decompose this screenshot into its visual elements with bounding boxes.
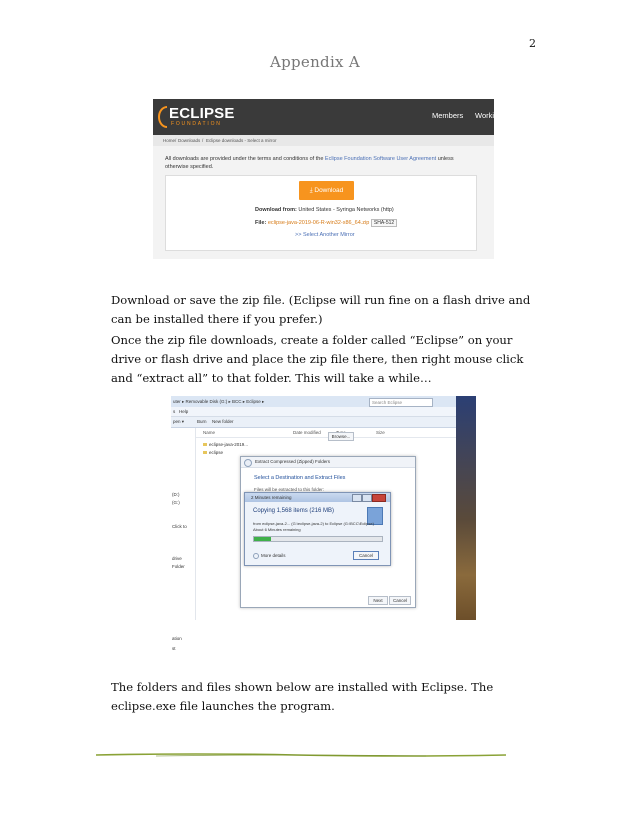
extract-subtext: Files will be extracted to this folder: [254,487,325,492]
download-from: Download from: United States - Syringa Networks (http) [255,207,394,213]
progress-bar [253,536,383,542]
breadcrumb-current: Eclipse downloads - Select a mirror [206,138,277,143]
navigation-pane: (D:) (G:) Click to drive Folder ation st [171,428,196,620]
nav-drive-d[interactable]: (D:) [172,492,180,497]
time-remaining: About 6 Minutes remaining [253,527,301,532]
copy-from-to: from eclipse-java-2... (G:\eclipse-java-2) to Eclipse (G:\BCC\Eclipse) [253,521,374,526]
terms-text: All downloads are provided under the terms and conditions of the Eclipse Foundation Software User Agreement unless otherwise specified. [165,156,454,170]
eclipse-download-screenshot [153,99,499,259]
footer-rule [96,750,506,758]
nav-drive-g[interactable]: (G:) [172,500,180,505]
next-button[interactable]: Next [368,596,388,605]
logo-main-text: ECLIPSE [169,105,235,122]
nav-members[interactable]: Members [432,111,464,120]
select-mirror-link[interactable]: >> Select Another Mirror [295,232,355,238]
burn-button[interactable]: Burn [197,419,207,424]
desktop-background [456,396,476,620]
address-bar[interactable]: uter ▸ Removable Disk (G:) ▸ BCC ▸ Eclipse ▸ Search Eclipse [171,396,456,408]
extract-cancel-button[interactable]: Cancel [389,596,411,605]
extract-dialog-title: Extract Compressed (Zipped) Folders [241,457,415,468]
folder-icon [203,451,207,454]
paragraph-extract: Once the zip file downloads, create a folder called “Eclipse” on your drive or flash drive and place the zip file there, then right mouse click and “extract all” to that folder. This will take a while… [111,333,524,385]
search-input[interactable]: Search Eclipse [369,398,433,407]
menu-bar [171,407,456,417]
file-link[interactable]: eclipse-java-2019-06-R-win32-x86_64.zip [267,220,370,226]
paragraph-download: Download or save the zip file. (Eclipse will run fine on a flash drive and can be installed there if you prefer.) [111,293,531,326]
open-button[interactable]: pen ▾ [173,419,185,424]
copying-status: Copying 1,568 items (216 MB) [253,508,335,514]
new-folder-button[interactable]: New folder [212,419,234,424]
extraction-screenshot [171,396,476,651]
sha-button[interactable]: SHA-512 [371,219,397,227]
progress-title-bar: 2 Minutes remaining [245,493,390,502]
eclipse-swoosh-icon [159,105,169,129]
maximize-icon[interactable] [362,494,372,502]
chevron-down-icon [253,553,259,559]
breadcrumb: Home / Downloads / Eclipse downloads - Select a mirror [153,135,494,146]
eclipse-logo [159,105,235,129]
page-number: 2 [529,37,536,50]
toolbar [171,417,456,428]
browse-button[interactable]: Browse... [328,432,354,441]
column-headers [196,428,456,438]
download-file: File: eclipse-java-2019-06-R-win32-x86_64.zip SHA-512 [255,219,397,227]
more-details-toggle[interactable]: More details [253,553,286,559]
terms-link[interactable]: Eclipse Foundation Software User Agreement [324,156,437,162]
eclipse-navbar [153,99,499,135]
extract-heading: Select a Destination and Extract Files [254,475,346,481]
menu-help[interactable]: Help [179,409,189,414]
col-date[interactable]: Date modified [293,430,321,435]
nav-working-groups[interactable]: Workin [475,111,499,120]
logo-sub-text: FOUNDATION [171,121,222,127]
breadcrumb-home[interactable]: Home [163,138,176,143]
progress-bar-fill [254,537,271,541]
file-row[interactable]: eclipse-java-2019... [203,442,248,447]
page-heading: Appendix A [269,53,361,71]
col-name[interactable]: Name [203,430,216,435]
download-button[interactable]: ⤓ Download [299,181,354,200]
progress-cancel-button[interactable]: Cancel [353,551,379,560]
minimize-icon[interactable] [352,494,362,502]
breadcrumb-downloads[interactable]: Downloads [178,138,201,143]
download-icon: ⤓ [309,187,313,194]
file-row[interactable]: eclipse [203,450,223,455]
menu-tools[interactable]: s [173,409,176,414]
paragraph-installed-files: The folders and files shown below are installed with Eclipse. The eclipse.exe file launches the program. [111,680,494,713]
zip-file-icon [203,443,207,446]
back-icon[interactable] [244,459,252,467]
copy-progress-dialog [244,492,391,566]
close-icon[interactable] [372,494,386,502]
col-size[interactable]: Size [376,430,385,435]
